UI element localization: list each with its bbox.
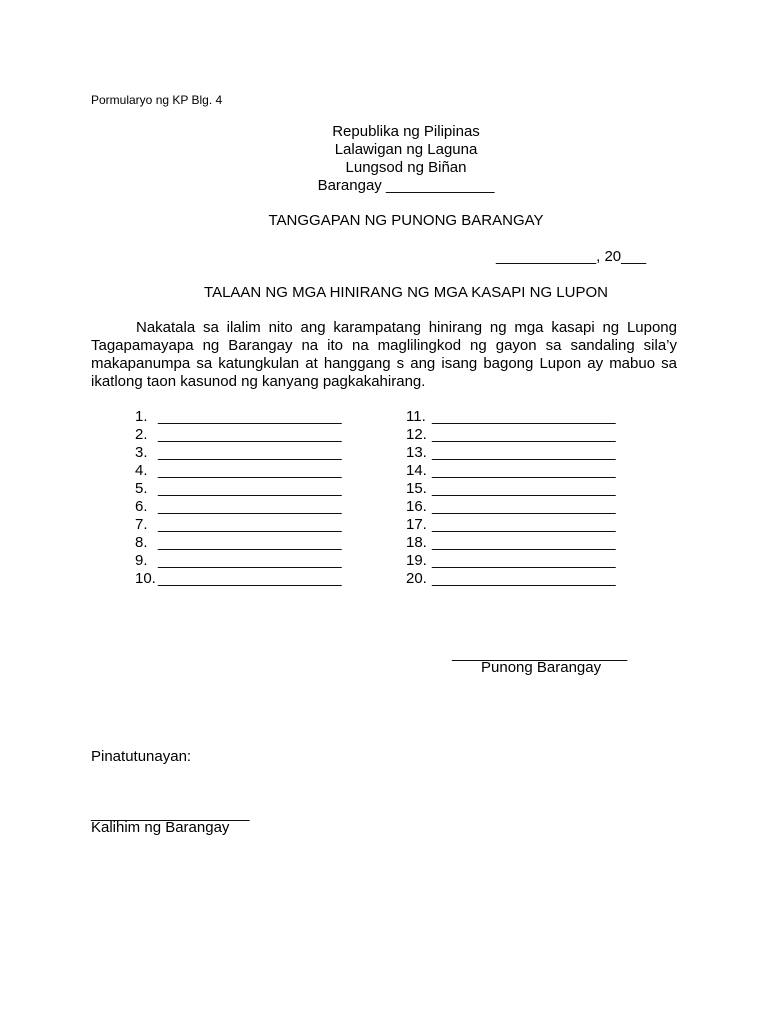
member-name-blank: ______________________ <box>432 498 616 515</box>
member-number: 15. <box>406 480 427 497</box>
member-name-blank: ______________________ <box>158 552 342 569</box>
member-entry <box>406 516 616 534</box>
member-number: 10. <box>135 570 156 587</box>
member-number: 8. <box>135 534 148 551</box>
header-barangay: Barangay _____________ <box>317 177 495 194</box>
document-title: TALAAN NG MGA HINIRANG NG MGA KASAPI NG LUPON <box>204 284 608 301</box>
member-entry <box>135 552 342 570</box>
member-number: 16. <box>406 498 427 515</box>
member-entry <box>406 408 616 426</box>
member-name-blank: ______________________ <box>432 516 616 533</box>
date-line: ____________, 20___ <box>496 248 647 265</box>
member-entry <box>135 498 342 516</box>
member-number: 14. <box>406 462 427 479</box>
member-name-blank: ______________________ <box>432 462 616 479</box>
signature-label: Punong Barangay <box>481 659 602 676</box>
member-number: 19. <box>406 552 427 569</box>
member-entry <box>135 462 342 480</box>
attest-label: Pinatutunayan: <box>91 748 192 765</box>
member-entry <box>406 462 616 480</box>
member-name-blank: ______________________ <box>158 570 342 587</box>
member-entry <box>135 516 342 534</box>
member-entry <box>135 534 342 552</box>
member-name-blank: ______________________ <box>432 408 616 425</box>
member-name-blank: ______________________ <box>158 498 342 515</box>
member-number: 11. <box>406 408 426 425</box>
member-entry <box>135 408 342 426</box>
member-name-blank: ______________________ <box>158 516 342 533</box>
member-name-blank: ______________________ <box>432 480 616 497</box>
member-number: 6. <box>135 498 148 515</box>
member-number: 4. <box>135 462 148 479</box>
header-province: Lalawigan ng Laguna <box>334 141 478 158</box>
member-number: 13. <box>406 444 427 461</box>
member-number: 17. <box>406 516 427 533</box>
member-name-blank: ______________________ <box>432 444 616 461</box>
member-name-blank: ______________________ <box>432 552 616 569</box>
member-number: 3. <box>135 444 148 461</box>
member-entry <box>406 552 616 570</box>
member-name-blank: ______________________ <box>158 408 342 425</box>
member-list-left <box>135 408 342 588</box>
member-number: 2. <box>135 426 148 443</box>
member-entry <box>406 480 616 498</box>
member-name-blank: ______________________ <box>158 462 342 479</box>
member-name-blank: ______________________ <box>158 426 342 443</box>
member-entry <box>135 570 342 588</box>
member-entry <box>135 480 342 498</box>
member-name-blank: ______________________ <box>432 426 616 443</box>
member-number: 7. <box>135 516 148 533</box>
member-entry <box>406 570 616 588</box>
secretary-signature-line: ___________________ <box>91 805 250 822</box>
member-list-right <box>406 408 616 588</box>
member-entry <box>135 426 342 444</box>
member-entry <box>406 534 616 552</box>
member-name-blank: ______________________ <box>432 534 616 551</box>
member-number: 9. <box>135 552 148 569</box>
member-name-blank: ______________________ <box>158 534 342 551</box>
member-name-blank: ______________________ <box>432 570 616 587</box>
member-number: 20. <box>406 570 427 587</box>
member-number: 5. <box>135 480 148 497</box>
member-entry <box>406 498 616 516</box>
secretary-label: Kalihim ng Barangay <box>91 819 230 836</box>
member-entry <box>406 444 616 462</box>
signature-line: _____________________ <box>452 645 628 662</box>
body-paragraph: Nakatala sa ilalim nito ang karampatang hinirang ng mga kasapi ng Lupong Tagapamayapa ng Barangay na ito na maglilingkod ng gayon sa sandaling sila’y makapanumpa sa katungkulan at hanggang s ang isang bagong Lupon ay mabuo sa ikatlong taon kasunod ng kanyang pagkakahirang. <box>91 319 677 390</box>
member-number: 18. <box>406 534 427 551</box>
member-number: 1. <box>135 408 148 425</box>
member-entry <box>135 444 342 462</box>
form-number: Pormularyo ng KP Blg. 4 <box>91 93 223 107</box>
office-heading: TANGGAPAN NG PUNONG BARANGAY <box>268 212 544 229</box>
member-name-blank: ______________________ <box>158 444 342 461</box>
member-number: 12. <box>406 426 427 443</box>
member-name-blank: ______________________ <box>158 480 342 497</box>
member-entry <box>406 426 616 444</box>
header-republic: Republika ng Pilipinas <box>332 123 480 140</box>
header-city: Lungsod ng Biñan <box>345 159 467 176</box>
